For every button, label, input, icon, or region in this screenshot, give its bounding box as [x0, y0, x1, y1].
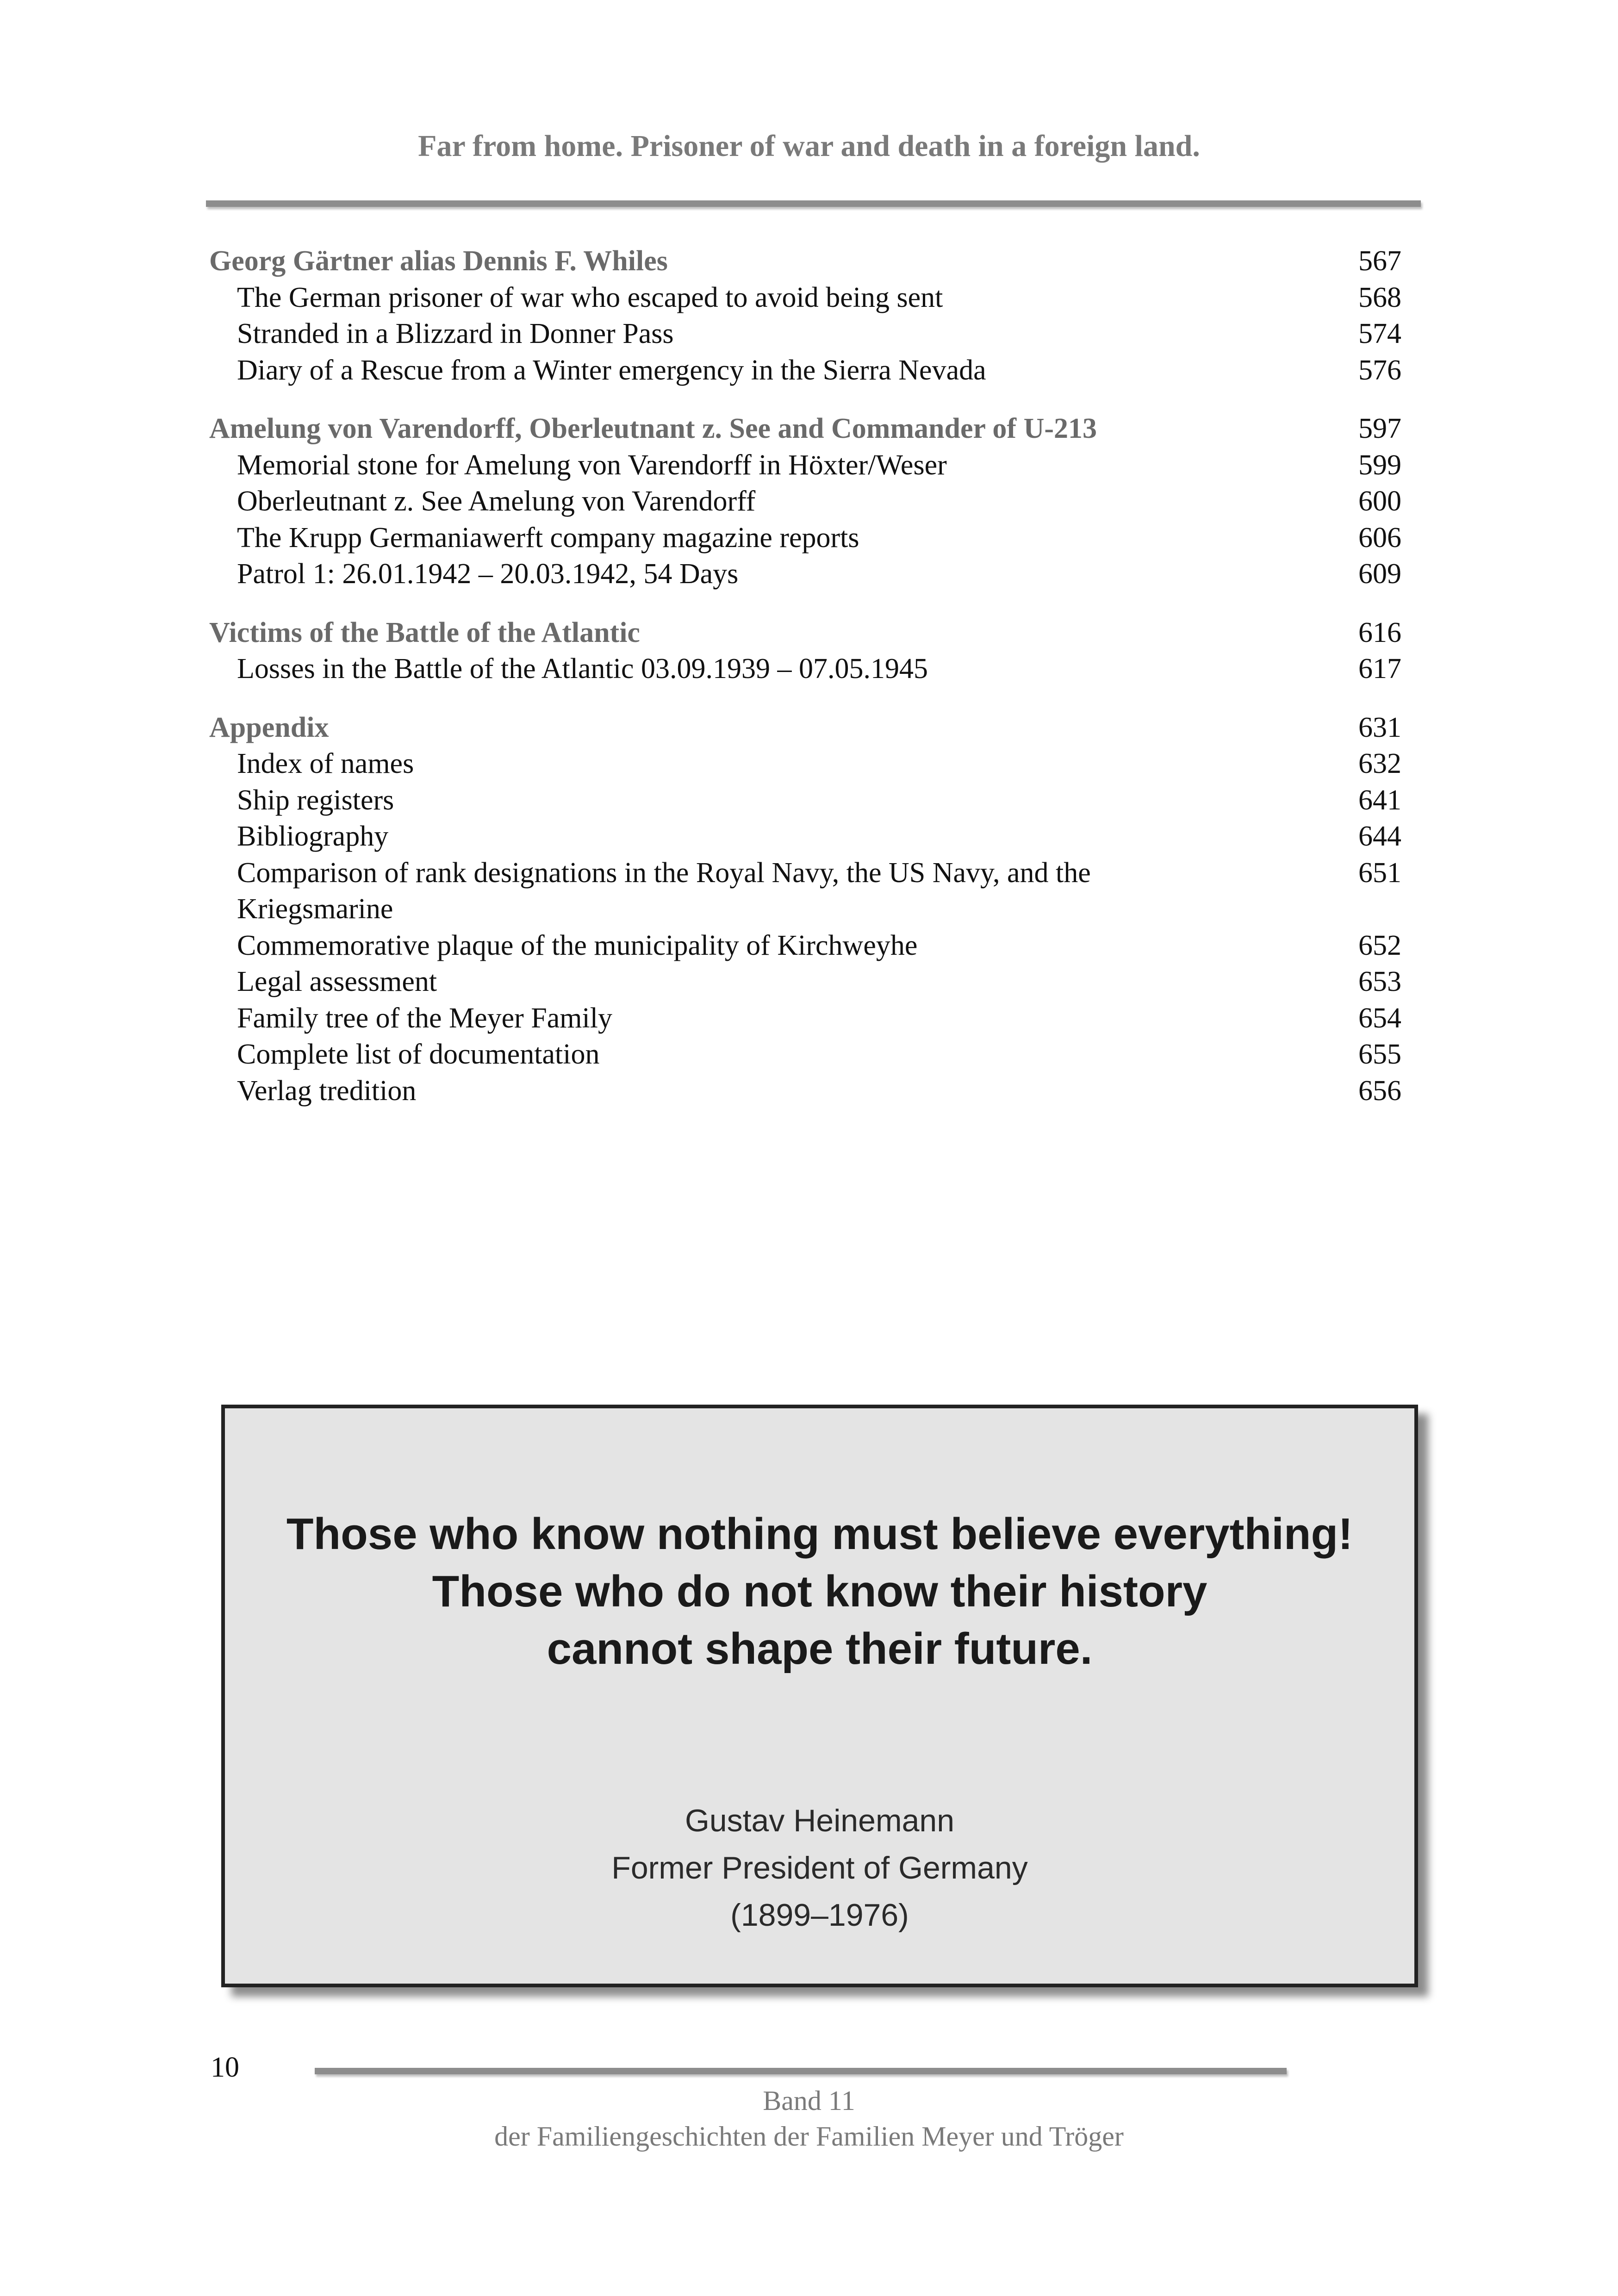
toc-item-title: Legal assessment	[237, 966, 437, 997]
toc-item-title: Comparison of rank designations in the Royal Navy, the US Navy, and the Kriegsmarine	[237, 857, 1091, 925]
toc-item-title: Diary of a Rescue from a Winter emergency in the Sierra Nevada	[237, 354, 986, 386]
toc-item-page: 644	[1358, 821, 1401, 852]
toc-item	[209, 1036, 1401, 1073]
toc-item-page: 576	[1358, 354, 1401, 386]
toc-item	[209, 782, 1401, 819]
attribution-years: (1899–1976)	[730, 1898, 909, 1933]
toc-item	[209, 352, 1401, 389]
table-of-contents	[209, 243, 1401, 1131]
running-header-title: Far from home. Prisoner of war and death in a foreign land.	[418, 129, 1200, 163]
toc-item	[209, 651, 1401, 687]
toc-item-page: 617	[1358, 653, 1401, 684]
footer-volume: Band 11	[763, 2085, 855, 2116]
toc-item	[209, 556, 1401, 592]
toc-item-title: Stranded in a Blizzard in Donner Pass	[237, 318, 674, 349]
toc-item-title: Patrol 1: 26.01.1942 – 20.03.1942, 54 Days	[237, 558, 739, 590]
toc-item-page: 600	[1358, 485, 1401, 517]
attribution-role: Former President of Germany	[611, 1850, 1028, 1885]
toc-item	[209, 746, 1401, 782]
toc-item-page: 653	[1358, 966, 1401, 997]
toc-heading-page: 631	[1358, 711, 1401, 743]
toc-item-page: 599	[1358, 449, 1401, 481]
toc-item-title: Verlag tredition	[237, 1075, 417, 1107]
toc-item-page: 654	[1358, 1002, 1401, 1034]
toc-item-page: 606	[1358, 522, 1401, 554]
toc-item	[209, 280, 1401, 316]
quote-text	[225, 1506, 1414, 1678]
attribution-name: Gustav Heinemann	[685, 1803, 955, 1838]
toc-item-title: Family tree of the Meyer Family	[237, 1002, 612, 1034]
toc-item-title: Memorial stone for Amelung von Varendorff in Höxter/Weser	[237, 449, 947, 481]
toc-item	[209, 927, 1401, 964]
toc-heading-page: 597	[1358, 413, 1401, 444]
toc-item	[209, 447, 1401, 484]
quote-line: cannot shape their future.	[547, 1624, 1093, 1674]
quote-line: Those who know nothing must believe everything!	[286, 1509, 1353, 1559]
toc-heading-title: Victims of the Battle of the Atlantic	[209, 616, 640, 648]
footer-rule	[315, 2068, 1287, 2074]
toc-item-title: Index of names	[237, 748, 414, 779]
toc-item	[209, 483, 1401, 520]
toc-item-title: Bibliography	[237, 821, 389, 852]
toc-item-page: 641	[1358, 784, 1401, 816]
toc-item-title: Ship registers	[237, 784, 394, 816]
toc-item-page: 651	[1358, 857, 1401, 889]
toc-heading	[209, 615, 1401, 651]
quote-box	[221, 1405, 1418, 1987]
toc-heading	[209, 411, 1401, 447]
toc-item-title: Complete list of documentation	[237, 1039, 600, 1070]
toc-item-page: 652	[1358, 929, 1401, 961]
toc-heading-title: Appendix	[209, 711, 329, 743]
toc-item	[209, 1000, 1401, 1037]
toc-item	[209, 1073, 1401, 1109]
toc-section	[209, 615, 1401, 687]
page-number: 10	[211, 2052, 239, 2083]
toc-heading-page: 567	[1358, 245, 1401, 277]
toc-heading	[209, 709, 1401, 746]
toc-heading	[209, 243, 1401, 280]
toc-item-title: Oberleutnant z. See Amelung von Varendorff	[237, 485, 756, 517]
toc-section	[209, 411, 1401, 592]
toc-item-page: 632	[1358, 748, 1401, 779]
toc-item-page: 609	[1358, 558, 1401, 590]
toc-item-title: The Krupp Germaniawerft company magazine reports	[237, 522, 859, 554]
toc-item-title: Commemorative plaque of the municipality of Kirchweyhe	[237, 929, 918, 961]
toc-item	[209, 520, 1401, 556]
toc-item-page: 574	[1358, 318, 1401, 349]
toc-item-page: 655	[1358, 1039, 1401, 1070]
toc-item	[209, 818, 1401, 855]
footer-series-title: der Familiengeschichten der Familien Meyer und Tröger	[494, 2121, 1124, 2152]
toc-item-title: Losses in the Battle of the Atlantic 03.09.1939 – 07.05.1945	[237, 653, 928, 684]
toc-heading-title: Georg Gärtner alias Dennis F. Whiles	[209, 245, 668, 277]
toc-item	[209, 855, 1401, 927]
toc-item-page: 656	[1358, 1075, 1401, 1107]
toc-section	[209, 243, 1401, 388]
toc-heading-title: Amelung von Varendorff, Oberleutnant z. See and Commander of U-213	[209, 413, 1097, 444]
toc-heading-page: 616	[1358, 616, 1401, 648]
quote-line: Those who do not know their history	[432, 1567, 1207, 1616]
toc-section	[209, 709, 1401, 1109]
quote-attribution	[225, 1797, 1414, 1939]
toc-item-page: 568	[1358, 281, 1401, 313]
toc-item	[209, 316, 1401, 352]
toc-item	[209, 964, 1401, 1000]
toc-item-title: The German prisoner of war who escaped to avoid being sent	[237, 281, 943, 313]
header-rule	[206, 200, 1421, 207]
